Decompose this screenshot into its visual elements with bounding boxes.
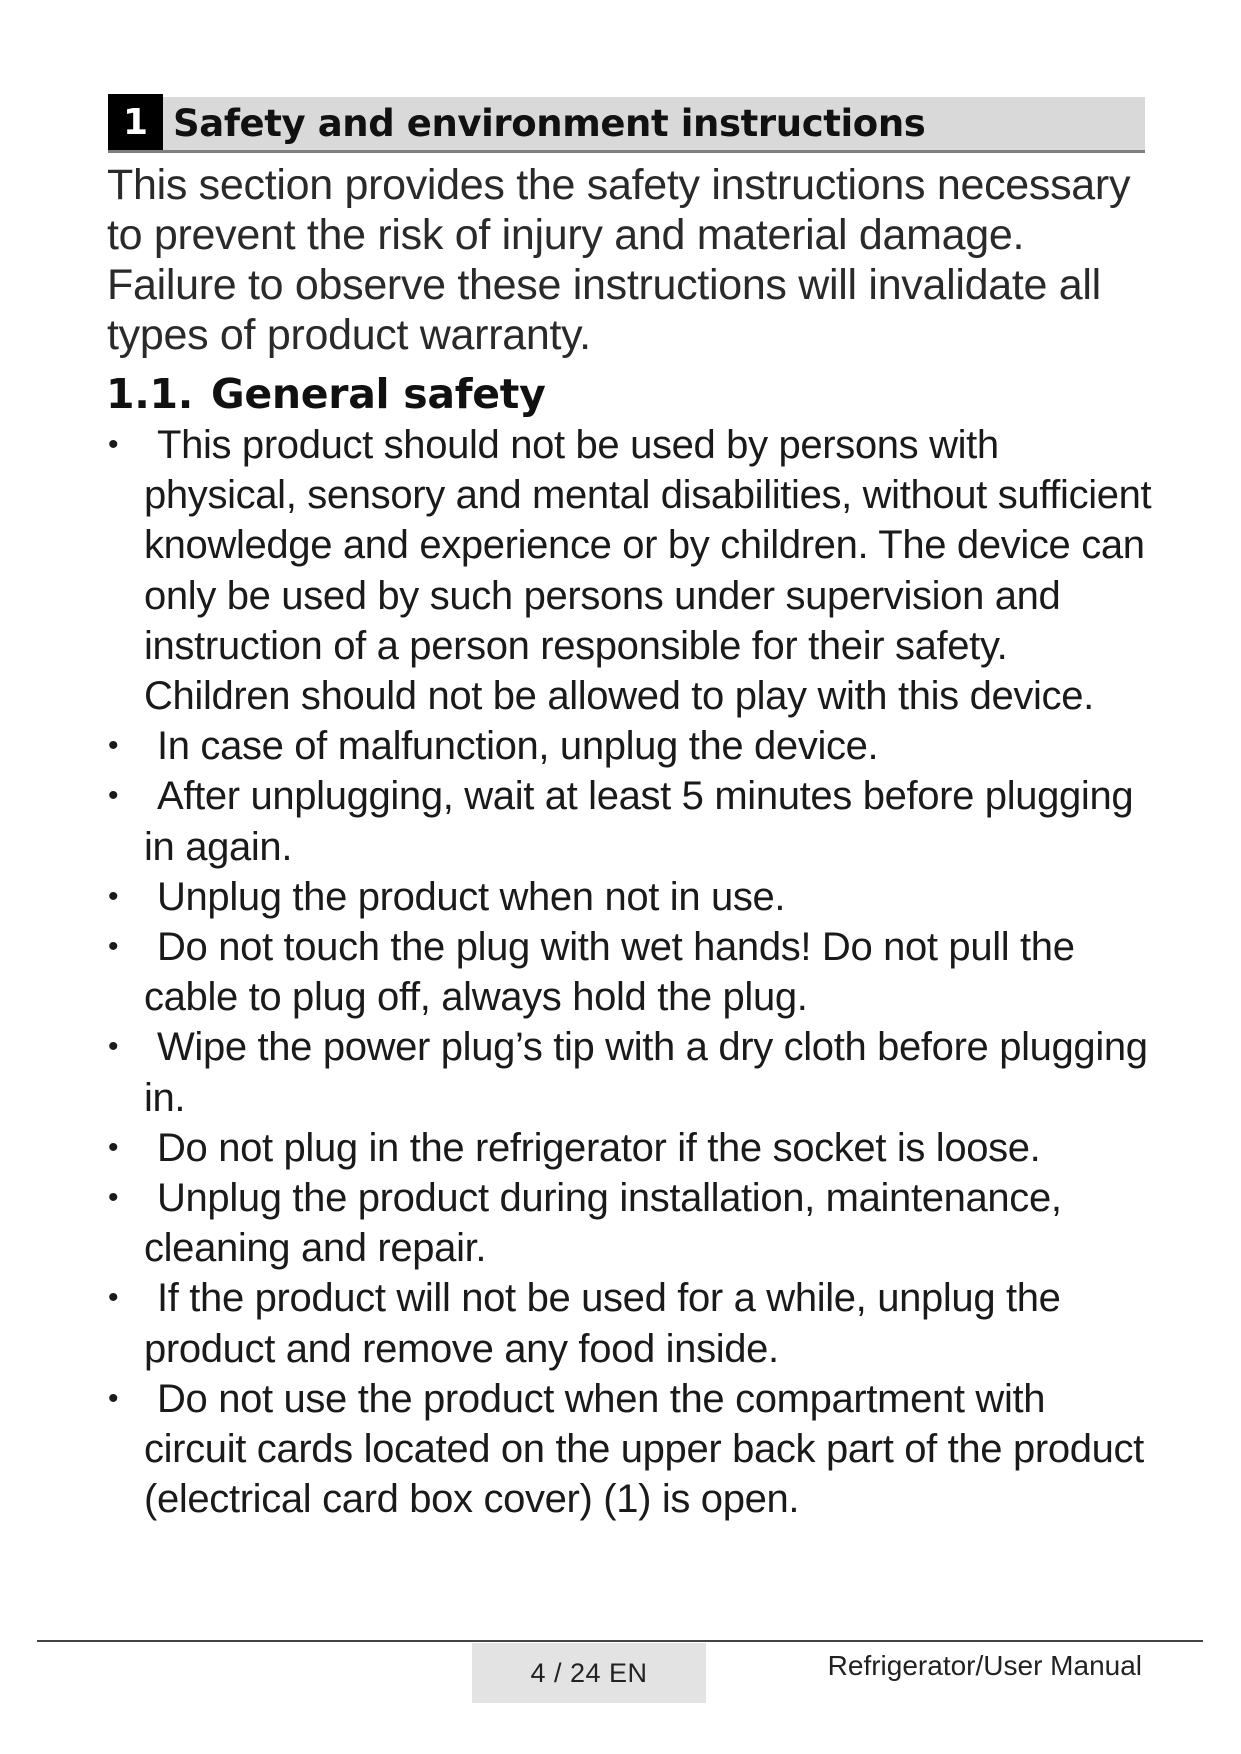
list-item-text: This product should not be used by persons with physical, sensory and mental disabilities, without sufficient knowledge and experience or by children. The device can only be used by such persons under supervision and instruction of a person responsible for their safety. Children should not be allowed to play with this device. <box>144 423 1152 719</box>
bullet-icon: • <box>108 879 119 913</box>
bullet-icon: • <box>108 779 119 813</box>
safety-list <box>106 420 1156 1524</box>
subsection-title: General safety <box>211 370 546 418</box>
list-item-text: Do not plug in the refrigerator if the socket is loose. <box>157 1125 1041 1170</box>
list-item <box>106 872 1156 922</box>
list-item <box>106 922 1156 1022</box>
bullet-icon: • <box>108 930 119 964</box>
list-item-text: Unplug the product when not in use. <box>157 874 786 919</box>
bullet-icon: • <box>108 1281 119 1315</box>
bullet-icon: • <box>108 428 119 461</box>
page-number: 4 / 24 EN <box>472 1643 706 1703</box>
list-item-text: Wipe the power plug’s tip with a dry cloth before plugging in. <box>144 1025 1148 1120</box>
bullet-icon: • <box>108 1130 119 1164</box>
manual-title: Refrigerator/User Manual <box>827 1650 1142 1681</box>
section-header <box>108 97 1145 153</box>
list-item-text: Do not touch the plug with wet hands! Do not pull the cable to plug off, always hold the plug. <box>144 925 1075 1020</box>
list-item <box>106 721 1156 771</box>
intro-paragraph: This section provides the safety instructions necessary to prevent the risk of injury and material damage. Failure to observe these instructions will invalidate all types of product warranty. <box>107 161 1131 359</box>
list-item <box>106 1022 1156 1122</box>
section-number: 1 <box>108 94 163 150</box>
list-item-text: If the product will not be used for a while, unplug the product and remove any food inside. <box>144 1276 1061 1371</box>
list-item-text: In case of malfunction, unplug the device. <box>157 724 879 769</box>
list-item <box>106 1173 1156 1273</box>
list-item-text: After unplugging, wait at least 5 minutes before plugging in again. <box>144 774 1134 869</box>
bullet-icon: • <box>108 729 119 763</box>
list-item <box>106 771 1156 871</box>
list-item <box>106 420 1156 721</box>
list-item-text: Unplug the product during installation, maintenance, cleaning and repair. <box>144 1176 1062 1271</box>
bullet-icon: • <box>108 1030 119 1064</box>
list-item-text: Do not use the product when the compartment with circuit cards located on the upper back part of the product (electrical card box cover) (1) is open. <box>144 1376 1144 1522</box>
list-item <box>106 1123 1156 1173</box>
subsection-heading <box>106 369 546 419</box>
bullet-icon: • <box>108 1381 119 1415</box>
section-title: Safety and environment instructions <box>173 102 926 145</box>
bullet-icon: • <box>108 1181 119 1215</box>
footer-divider <box>37 1640 1203 1642</box>
list-item <box>106 1273 1156 1373</box>
list-item <box>106 1374 1156 1525</box>
subsection-number: 1.1. <box>106 370 194 418</box>
